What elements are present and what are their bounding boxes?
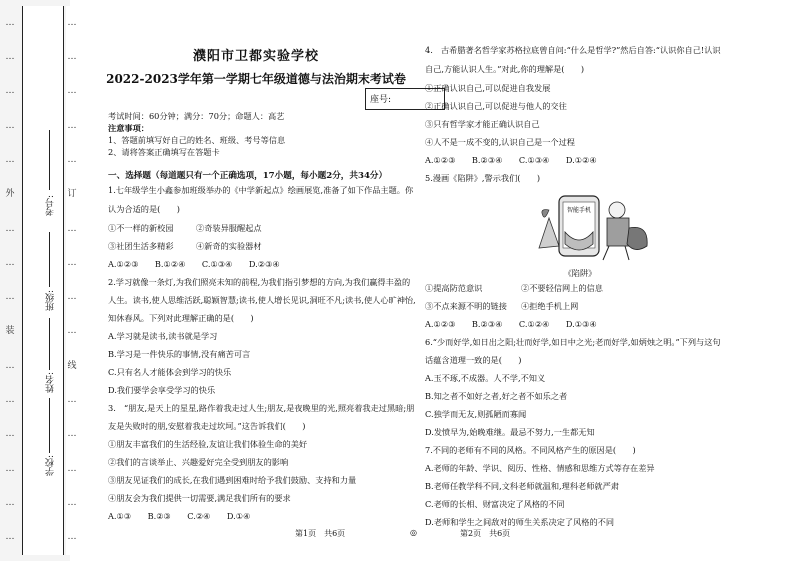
- q3-option-3: ③朋友见证我们的成长,在我们遇到困难时给予我们鼓励、支持和力量: [108, 475, 357, 485]
- q1-option-3: ③社团生活多精彩: [108, 241, 174, 251]
- seat-label: 座号:: [370, 95, 392, 105]
- q1-option-4: ④新奇的实验器材: [196, 241, 262, 251]
- page-footer-right: 第2页 共6页: [460, 529, 511, 538]
- q7-option-b: B.老师任教学科不同,文科老师就温和,理科老师就严肃: [425, 481, 619, 491]
- q6-stem-2: 话蕴含道理一致的是( ): [425, 355, 522, 365]
- q3-choices: A.①③ B.②③ C.②④ D.①④: [108, 511, 251, 521]
- q5-option-4: ④拒绝手机上网: [521, 301, 579, 311]
- exam-meta: 考试时间：60分钟；满分：70分；命题人：高艺: [108, 111, 285, 121]
- q5-stem: 5.漫画《陷阱》,警示我们( ): [425, 173, 541, 183]
- q5-choices: A.①②③ B.②③④ C.①②④ D.①③④: [425, 319, 597, 329]
- q5-option-2: ②不要轻信网上的信息: [521, 283, 603, 293]
- person-head-icon: [609, 202, 625, 218]
- hand-icon: [539, 218, 559, 248]
- q7-option-c: C.老师的长相、财富决定了风格的不同: [425, 499, 565, 509]
- inner-dash-column: … … … … … 订 … … … … 线 … … … … …: [66, 6, 78, 555]
- cartoon-caption: 《陷阱》: [563, 268, 597, 278]
- q6-option-a: A.玉不琢,不成器。人不学,不知义: [425, 373, 546, 383]
- q6-option-c: C.独学而无友,则孤陋而寡闻: [425, 409, 527, 419]
- q6-option-d: D.发愤早为,始晚难继。最忌不努力,一生都无知: [425, 427, 595, 437]
- exam-title: 2022-2023学年第一学期七年级道德与法治期末考试卷: [106, 72, 406, 86]
- q3-stem-2: 友是失败时的朋,安慰着我走过坎坷。”这告诉我们( ): [108, 421, 306, 431]
- q6-option-b: B.知之者不如好之者,好之者不如乐之者: [425, 391, 568, 401]
- outer-dash-column: … … … … … 外 … … … 装 … … … … … …: [5, 17, 15, 543]
- exam-number-label: 考号:: [46, 195, 56, 217]
- q1-stem-1: 1.七年级学生小鑫参加班级举办的《中学新起点》绘画展览,准备了如下作品主题。你: [108, 185, 414, 195]
- q2-stem-2: 人生。读书,使人思维活跃,聪颖智慧;读书,使人增长见识,洞旺不凡;读书,使人心旷神怡,: [108, 295, 416, 305]
- q2-option-b: B.学习是一件快乐的事情,没有痛苦可言: [108, 349, 251, 359]
- q4-option-1: ①正确认识自己,可以促进自我发展: [425, 83, 551, 93]
- left-page: [100, 0, 416, 561]
- q5-option-3: ③不点来源不明的链接: [425, 301, 507, 311]
- q1-option-2: ②奇装异服醒起点: [196, 223, 262, 233]
- money-bag-icon: [627, 227, 647, 249]
- class-line: [49, 232, 50, 287]
- school-line: [49, 398, 50, 453]
- q3-option-2: ②我们的言谈举止、兴趣爱好完全受到朋友的影响: [108, 457, 289, 467]
- binding-gutter: [0, 0, 77, 561]
- q1-option-1: ①不一样的新校园: [108, 223, 174, 233]
- q4-stem-2: 自己,方能认识人生。”对此,你的理解是( ): [425, 64, 585, 74]
- notice-title: 注意事项：: [108, 123, 149, 133]
- gutter-strip: [22, 6, 64, 555]
- q4-option-3: ③只有哲学家才能正确认识自己: [425, 119, 540, 129]
- notice-item-2: 2、请将答案正确填写在答题卡: [108, 147, 220, 157]
- q4-stem-1: 4. 古希腊著名哲学家苏格拉底曾自问:“什么是哲学?”然后自答:“认识你自己!认识: [425, 45, 721, 55]
- q3-option-4: ④朋友会为我们提供一切需要,满足我们所有的要求: [108, 493, 291, 503]
- notice-item-1: 1、答题前填写好自己的姓名、班级、考号等信息: [108, 135, 286, 145]
- q7-option-d: D.老师和学生之间敌对的师生关系决定了风格的不同: [425, 517, 615, 527]
- q2-option-a: A.学习就是读书,读书就是学习: [108, 331, 218, 341]
- q4-choices: A.①②③ B.②③④ C.①③④ D.①②④: [425, 155, 597, 165]
- exam-number-line: [49, 130, 50, 190]
- q1-choices: A.①②③ B.①②④ C.①③④ D.②③④: [108, 259, 280, 269]
- q3-option-1: ①朋友丰富我们的生活经验,友谊让我们体验生命的美好: [108, 439, 308, 449]
- q2-stem-3: 知休春风。下列对此理解正确的是( ): [108, 313, 254, 323]
- phone-label: 智能手机: [566, 207, 592, 214]
- q6-stem-1: 6.“少而好学,如日出之阳;壮而好学,如日中之光;老而好学,如炳烛之明。”下列与这句: [425, 337, 721, 347]
- school-name: 濮阳市卫都实验学校: [192, 49, 319, 64]
- q4-option-2: ②正确认识自己,可以促进与他人的交往: [425, 101, 567, 111]
- page-footer-left: 第1页 共6页: [295, 529, 346, 538]
- q4-option-4: ④人不是一成不变的,认识自己是一个过程: [425, 137, 575, 147]
- q2-stem-1: 2.学习就像一条灯,为我们照亮未知的前程,为我们指引梦想的方向,为我们赢得丰盈的: [108, 277, 411, 287]
- section-heading: 一、选择题（每道题只有一个正确选项，17小题，每小题2分，共34分）: [108, 171, 388, 181]
- name-label: 姓名:: [46, 372, 56, 394]
- q2-option-c: C.只有名人才能体会到学习的快乐: [108, 367, 232, 377]
- q5-option-1: ①提高防范意识: [425, 283, 483, 293]
- hook-icon: [542, 210, 549, 218]
- q2-option-d: D.我们要学会享受学习的快乐: [108, 385, 216, 395]
- person-body-icon: [607, 218, 629, 246]
- q7-stem: 7.不同的老师有不同的风格。不同风格产生的原因是( ): [425, 445, 636, 455]
- q3-stem-1: 3. “朋友,是天上的星星,路作着我走过人生;朋友,是夜晚里的光,照亮着我走过黑暗;朋: [108, 403, 415, 413]
- class-label: 班级:: [46, 290, 56, 312]
- name-line: [49, 318, 50, 370]
- q7-option-a: A.老师的年龄、学识、阅历、性格、情感和思维方式等存在差异: [425, 463, 655, 473]
- page-footer-center: ◎: [410, 528, 417, 537]
- right-page: [425, 0, 770, 561]
- q1-stem-2: 认为合适的是( ): [108, 204, 180, 214]
- trap-cartoon-illustration: [519, 188, 659, 268]
- school-label: 学校:: [46, 455, 56, 477]
